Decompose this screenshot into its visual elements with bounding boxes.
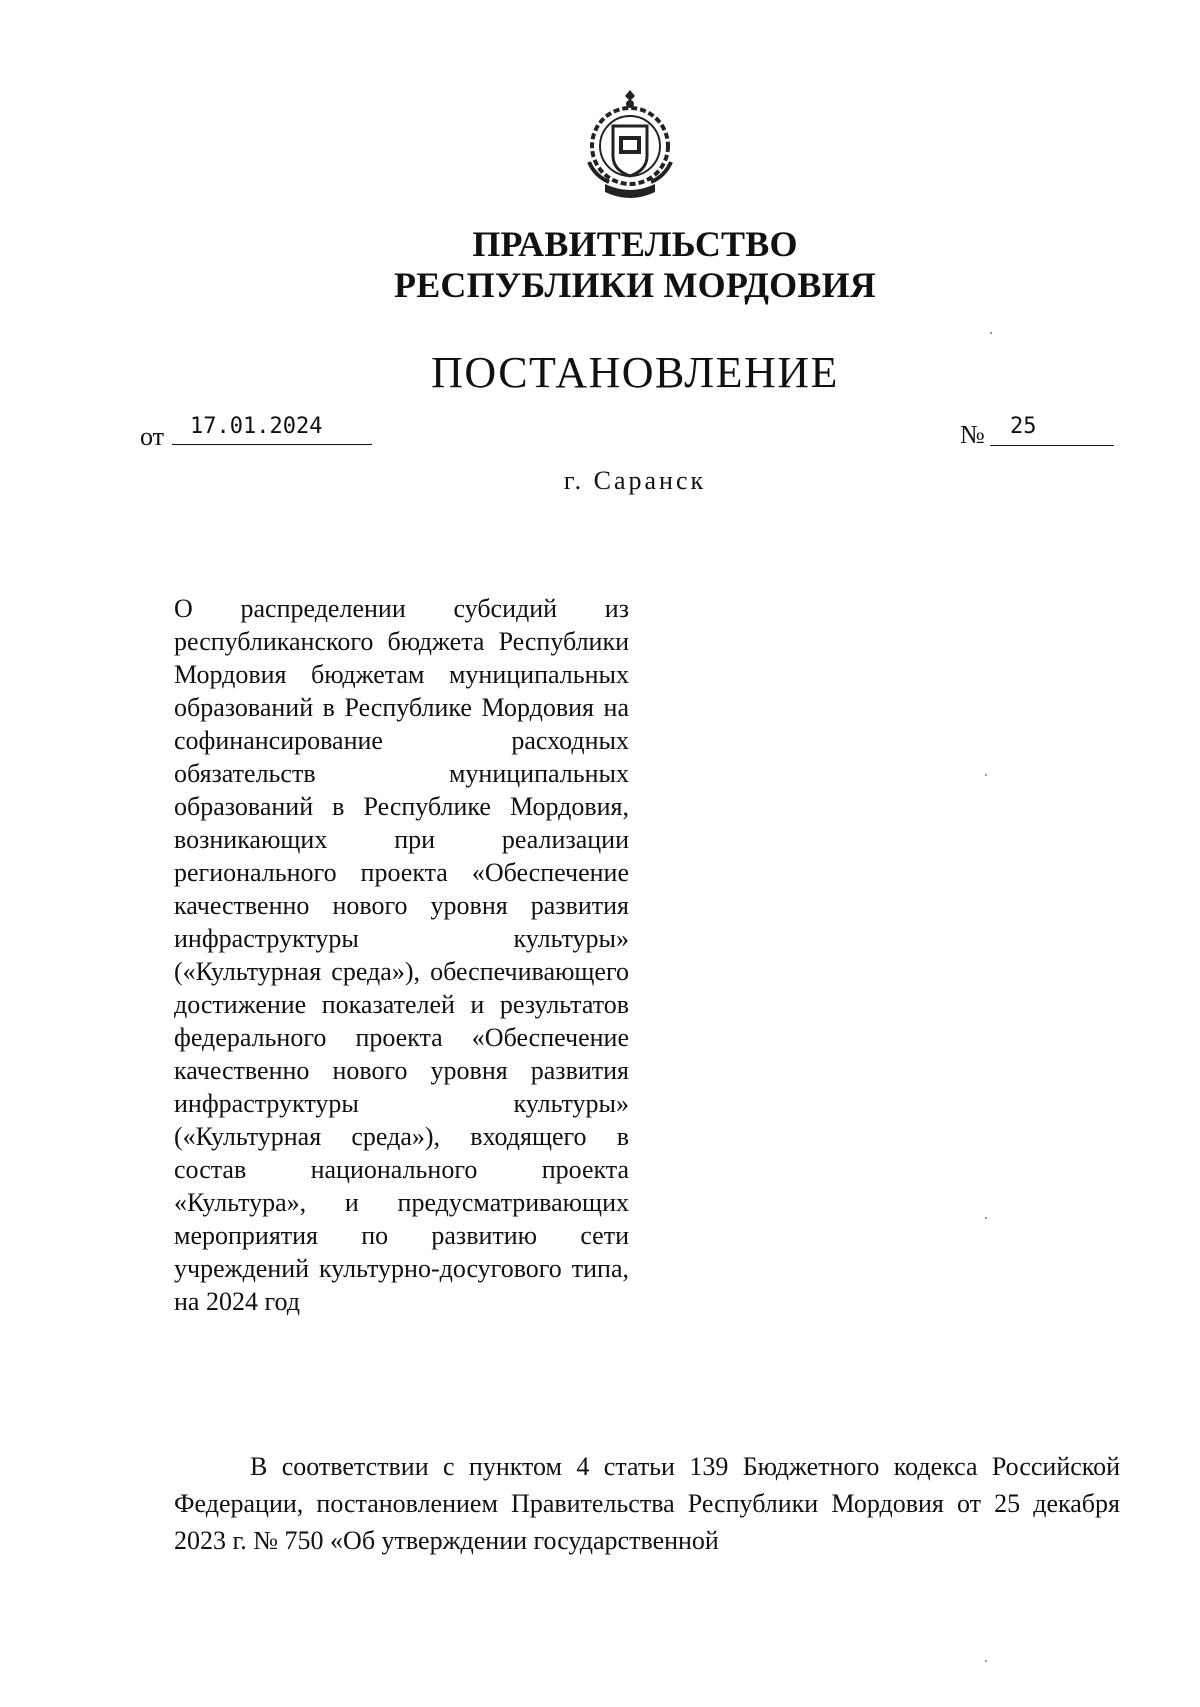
number-underline: [990, 416, 1114, 446]
scan-speck: [985, 1660, 987, 1662]
org-line-2: РЕСПУБЛИКИ МОРДОВИЯ: [394, 265, 876, 305]
scan-speck: [990, 332, 992, 334]
document-type: ПОСТАНОВЛЕНИЕ: [431, 348, 839, 397]
document-number: 25: [1010, 414, 1037, 439]
body-paragraph: В соответствии с пунктом 4 статьи 139 Бюджетного кодекса Российской Федерации, постановлением Правительства Республики Мордовия от 25 декабря 2023 г. № 750 «Об утверждении государственной: [174, 1452, 1120, 1555]
document-subject: О распределении субсидий из республиканского бюджета Республики Мордовия бюджетам муниципальных образований в Республике Мордовия на софинансирование расходных обязательств муниципальных образований в Республике Мордовия, возникающих при реализации регионального проекта «Обеспечение качественно нового уровня развития инфраструктуры культуры» («Культурная среда»), обеспечивающего достижение показателей и результатов федерального проекта «Обеспечение качественно нового уровня развития инфраструктуры культуры» («Культурная среда»), входящего в состав национального проекта «Культура», и предусматривающих мероприятия по развитию сети учреждений культурно-досугового типа, на 2024 год: [174, 594, 629, 1316]
coat-of-arms-icon: [575, 84, 685, 204]
scan-speck: [985, 774, 987, 776]
organization-name: [0, 224, 1200, 306]
number-label: №: [960, 420, 985, 449]
date-prefix: от: [140, 422, 165, 451]
city: г. Саранск: [563, 466, 707, 495]
scan-speck: [985, 1217, 987, 1219]
document-date: 17.01.2024: [190, 414, 323, 439]
org-line-1: ПРАВИТЕЛЬСТВО: [472, 224, 798, 264]
